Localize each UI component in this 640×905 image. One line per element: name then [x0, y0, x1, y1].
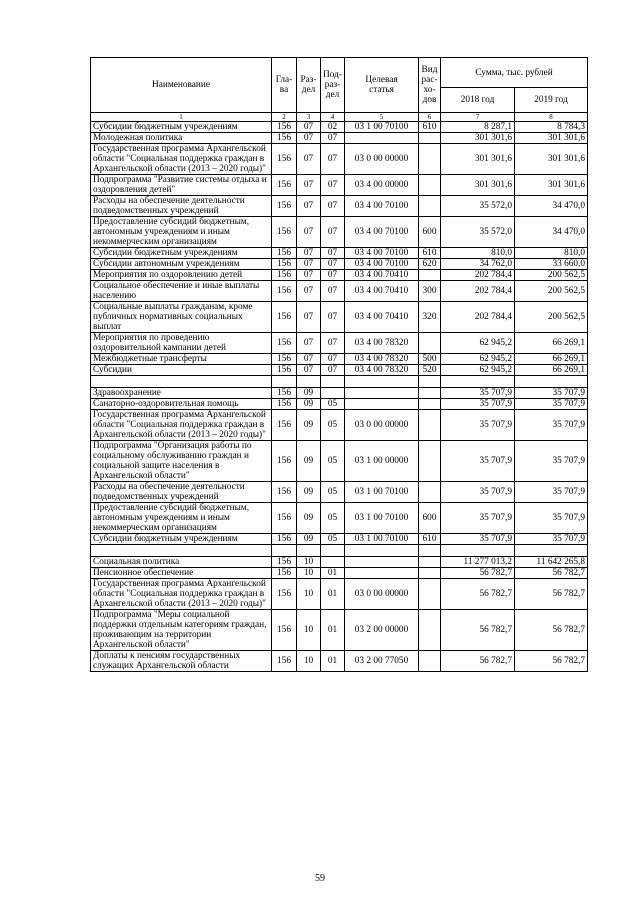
spacer-row — [91, 545, 588, 557]
row-2018-value-cell: 202 784,4 — [441, 270, 515, 281]
table-row — [91, 196, 588, 217]
row-podrazdel-cell: 07 — [321, 144, 345, 175]
row-podrazdel-cell: 07 — [321, 365, 345, 376]
table-row — [91, 388, 588, 399]
row-razdel-cell: 07 — [297, 175, 321, 196]
row-2018-value-cell: 301 301,6 — [441, 144, 515, 175]
row-2018-value-cell: 62 945,2 — [441, 365, 515, 376]
row-target-cell: 03 2 00 77050 — [345, 651, 419, 672]
row-podrazdel-cell: 01 — [321, 568, 345, 579]
row-podrazdel-cell: 02 — [321, 122, 345, 133]
row-razdel-cell: 10 — [297, 651, 321, 672]
row-glava-cell: 156 — [272, 281, 297, 302]
table-header — [91, 58, 588, 122]
row-2019-value-cell: 810,0 — [515, 248, 588, 259]
row-2019-value-cell: 35 707,9 — [515, 503, 588, 534]
table-row — [91, 175, 588, 196]
row-razdel-cell: 07 — [297, 302, 321, 333]
row-target-cell: 03 1 00 70100 — [345, 122, 419, 133]
row-2019-value-cell: 200 562,5 — [515, 270, 588, 281]
row-razdel-cell: 07 — [297, 133, 321, 144]
row-2019-value-cell: 301 301,6 — [515, 175, 588, 196]
row-podrazdel-cell: 07 — [321, 248, 345, 259]
row-glava-cell: 156 — [272, 482, 297, 503]
row-name-cell: Подпрограмма "Меры социальной поддержки отдельным категориям граждан, проживающим на территории Архангельской области" — [91, 610, 272, 651]
row-vid-cell: 610 — [419, 248, 441, 259]
row-razdel-cell: 07 — [297, 248, 321, 259]
row-vid-cell — [419, 651, 441, 672]
row-vid-cell: 520 — [419, 365, 441, 376]
row-glava-cell: 156 — [272, 568, 297, 579]
column-number: 1 — [91, 113, 272, 122]
row-glava-cell: 156 — [272, 441, 297, 482]
row-2019-value-cell: 66 269,1 — [515, 365, 588, 376]
row-razdel-cell: 07 — [297, 144, 321, 175]
row-2018-value-cell: 202 784,4 — [441, 302, 515, 333]
header-year-2018: 2018 год — [441, 88, 515, 113]
row-razdel-cell: 09 — [297, 410, 321, 441]
row-podrazdel-cell: 07 — [321, 333, 345, 354]
row-target-cell: 03 4 00 70100 — [345, 217, 419, 248]
row-glava-cell: 156 — [272, 534, 297, 545]
row-glava-cell: 156 — [272, 651, 297, 672]
row-podrazdel-cell: 07 — [321, 175, 345, 196]
row-2019-value-cell: 34 470,0 — [515, 217, 588, 248]
row-2018-value-cell: 35 572,0 — [441, 196, 515, 217]
empty-cell — [515, 376, 588, 388]
empty-cell — [297, 545, 321, 557]
table-row — [91, 281, 588, 302]
row-target-cell: 03 4 00 78320 — [345, 354, 419, 365]
row-vid-cell: 320 — [419, 302, 441, 333]
table-row — [91, 651, 588, 672]
row-vid-cell — [419, 482, 441, 503]
row-glava-cell: 156 — [272, 259, 297, 270]
column-number: 7 — [441, 113, 515, 122]
row-podrazdel-cell: 07 — [321, 354, 345, 365]
row-2019-value-cell: 56 782,7 — [515, 610, 588, 651]
row-glava-cell: 156 — [272, 333, 297, 354]
row-2019-value-cell: 35 707,9 — [515, 534, 588, 545]
row-name-cell: Социальная политика — [91, 557, 272, 568]
row-glava-cell: 156 — [272, 302, 297, 333]
row-razdel-cell: 10 — [297, 610, 321, 651]
row-vid-cell: 500 — [419, 354, 441, 365]
row-podrazdel-cell: 07 — [321, 217, 345, 248]
table-row — [91, 333, 588, 354]
row-glava-cell: 156 — [272, 122, 297, 133]
row-name-cell: Государственная программа Архангельской области "Социальная поддержка граждан в Архангельской области (2013 – 2020 годы)" — [91, 410, 272, 441]
table-row — [91, 441, 588, 482]
row-name-cell: Субсидии автономным учреждениям — [91, 259, 272, 270]
row-target-cell: 03 4 00 70100 — [345, 259, 419, 270]
row-podrazdel-cell: 01 — [321, 651, 345, 672]
row-razdel-cell: 07 — [297, 333, 321, 354]
row-target-cell: 03 4 00 70100 — [345, 248, 419, 259]
row-2019-value-cell: 66 269,1 — [515, 354, 588, 365]
row-target-cell: 03 1 00 70100 — [345, 503, 419, 534]
row-razdel-cell: 07 — [297, 354, 321, 365]
row-podrazdel-cell: 07 — [321, 259, 345, 270]
row-vid-cell: 610 — [419, 122, 441, 133]
column-number: 6 — [419, 113, 441, 122]
table-row — [91, 302, 588, 333]
row-target-cell: 03 4 00 70410 — [345, 270, 419, 281]
row-vid-cell: 610 — [419, 534, 441, 545]
row-target-cell: 03 0 00 00000 — [345, 579, 419, 610]
row-podrazdel-cell: 05 — [321, 503, 345, 534]
row-2018-value-cell: 35 572,0 — [441, 217, 515, 248]
row-vid-cell — [419, 133, 441, 144]
row-razdel-cell: 09 — [297, 441, 321, 482]
row-target-cell — [345, 399, 419, 410]
row-2018-value-cell: 56 782,7 — [441, 579, 515, 610]
row-glava-cell: 156 — [272, 579, 297, 610]
column-number: 4 — [321, 113, 345, 122]
row-razdel-cell: 07 — [297, 217, 321, 248]
row-2019-value-cell: 200 562,5 — [515, 302, 588, 333]
header-glava: Гла- ва — [272, 58, 297, 113]
row-2019-value-cell: 66 269,1 — [515, 333, 588, 354]
row-podrazdel-cell — [321, 388, 345, 399]
row-2019-value-cell: 35 707,9 — [515, 388, 588, 399]
table-row — [91, 610, 588, 651]
table-row — [91, 534, 588, 545]
row-vid-cell — [419, 610, 441, 651]
row-target-cell: 03 2 00 00000 — [345, 610, 419, 651]
page-number: 59 — [315, 873, 325, 884]
row-razdel-cell: 09 — [297, 503, 321, 534]
row-target-cell: 03 4 00 78320 — [345, 333, 419, 354]
row-name-cell: Подпрограмма "Развитие системы отдыха и оздоровления детей" — [91, 175, 272, 196]
table-row — [91, 399, 588, 410]
row-glava-cell: 156 — [272, 410, 297, 441]
row-name-cell: Социальные выплаты гражданам, кроме публичных нормативных социальных выплат — [91, 302, 272, 333]
row-target-cell: 03 4 00 70100 — [345, 196, 419, 217]
row-target-cell — [345, 133, 419, 144]
row-razdel-cell: 10 — [297, 568, 321, 579]
row-name-cell: Подпрограмма "Организация работы по социальному обслуживанию граждан и социальной защите населения в Архангельской области" — [91, 441, 272, 482]
row-target-cell — [345, 568, 419, 579]
row-glava-cell: 156 — [272, 388, 297, 399]
row-vid-cell — [419, 196, 441, 217]
row-razdel-cell: 07 — [297, 122, 321, 133]
table-row — [91, 503, 588, 534]
table-body — [91, 122, 588, 672]
row-glava-cell: 156 — [272, 503, 297, 534]
row-vid-cell — [419, 175, 441, 196]
row-vid-cell — [419, 144, 441, 175]
row-name-cell: Субсидии — [91, 365, 272, 376]
row-target-cell: 03 4 00 00000 — [345, 175, 419, 196]
row-2018-value-cell: 35 707,9 — [441, 399, 515, 410]
row-name-cell: Расходы на обеспечение деятельности подведомственных учреждений — [91, 196, 272, 217]
row-2019-value-cell: 11 642 265,8 — [515, 557, 588, 568]
row-podrazdel-cell: 05 — [321, 399, 345, 410]
table-row — [91, 579, 588, 610]
row-2018-value-cell: 810,0 — [441, 248, 515, 259]
row-podrazdel-cell: 07 — [321, 270, 345, 281]
row-target-cell: 03 1 00 70100 — [345, 534, 419, 545]
row-vid-cell: 600 — [419, 503, 441, 534]
column-number: 2 — [272, 113, 297, 122]
column-number: 5 — [345, 113, 419, 122]
row-razdel-cell: 07 — [297, 259, 321, 270]
row-razdel-cell: 09 — [297, 482, 321, 503]
empty-cell — [419, 545, 441, 557]
row-podrazdel-cell: 05 — [321, 482, 345, 503]
empty-cell — [419, 376, 441, 388]
row-target-cell: 03 0 00 00000 — [345, 144, 419, 175]
row-name-cell: Социальное обеспечение и иные выплаты населению — [91, 281, 272, 302]
column-number: 3 — [297, 113, 321, 122]
empty-cell — [91, 545, 272, 557]
row-target-cell: 03 4 00 70410 — [345, 302, 419, 333]
row-razdel-cell: 09 — [297, 388, 321, 399]
row-name-cell: Государственная программа Архангельской области "Социальная поддержка граждан в Архангельской области (2013 – 2020 годы)" — [91, 144, 272, 175]
row-name-cell: Межбюджетные трансферты — [91, 354, 272, 365]
row-podrazdel-cell: 07 — [321, 196, 345, 217]
row-podrazdel-cell: 01 — [321, 579, 345, 610]
row-name-cell: Предоставление субсидий бюджетным, автономным учреждениям и иным некоммерческим организациям — [91, 217, 272, 248]
budget-table — [90, 57, 588, 672]
row-2019-value-cell: 35 707,9 — [515, 399, 588, 410]
table-row — [91, 259, 588, 270]
column-numbers-row — [91, 113, 588, 122]
row-vid-cell — [419, 568, 441, 579]
row-name-cell: Молодежная политика — [91, 133, 272, 144]
row-name-cell: Субсидии бюджетным учреждениям — [91, 122, 272, 133]
row-vid-cell — [419, 270, 441, 281]
row-2018-value-cell: 34 762,0 — [441, 259, 515, 270]
column-number: 8 — [515, 113, 588, 122]
row-glava-cell: 156 — [272, 399, 297, 410]
row-razdel-cell: 10 — [297, 579, 321, 610]
table-row — [91, 133, 588, 144]
row-glava-cell: 156 — [272, 365, 297, 376]
row-2019-value-cell: 301 301,6 — [515, 133, 588, 144]
row-glava-cell: 156 — [272, 354, 297, 365]
row-target-cell: 03 1 00 70100 — [345, 482, 419, 503]
row-2019-value-cell: 56 782,7 — [515, 579, 588, 610]
row-2019-value-cell: 35 707,9 — [515, 441, 588, 482]
row-podrazdel-cell: 07 — [321, 133, 345, 144]
empty-cell — [515, 545, 588, 557]
row-podrazdel-cell: 01 — [321, 610, 345, 651]
row-vid-cell — [419, 333, 441, 354]
empty-cell — [321, 545, 345, 557]
row-target-cell — [345, 557, 419, 568]
empty-cell — [345, 545, 419, 557]
row-glava-cell: 156 — [272, 196, 297, 217]
row-target-cell: 03 0 00 00000 — [345, 410, 419, 441]
row-2018-value-cell: 35 707,9 — [441, 410, 515, 441]
row-2018-value-cell: 35 707,9 — [441, 388, 515, 399]
row-name-cell: Пенсионное обеспечение — [91, 568, 272, 579]
row-vid-cell: 300 — [419, 281, 441, 302]
row-2018-value-cell: 11 277 013,2 — [441, 557, 515, 568]
row-glava-cell: 156 — [272, 133, 297, 144]
row-podrazdel-cell: 07 — [321, 302, 345, 333]
row-2018-value-cell: 62 945,2 — [441, 333, 515, 354]
row-name-cell: Расходы на обеспечение деятельности подведомственных учреждений — [91, 482, 272, 503]
row-podrazdel-cell: 05 — [321, 410, 345, 441]
row-razdel-cell: 09 — [297, 534, 321, 545]
table-row — [91, 217, 588, 248]
row-target-cell: 03 4 00 78320 — [345, 365, 419, 376]
row-target-cell: 03 4 00 70410 — [345, 281, 419, 302]
row-2018-value-cell: 56 782,7 — [441, 610, 515, 651]
spacer-row — [91, 376, 588, 388]
table-row — [91, 410, 588, 441]
row-name-cell: Государственная программа Архангельской области "Социальная поддержка граждан в Архангельской области (2013 – 2020 годы)" — [91, 579, 272, 610]
row-vid-cell: 600 — [419, 217, 441, 248]
row-glava-cell: 156 — [272, 557, 297, 568]
row-2019-value-cell: 200 562,5 — [515, 281, 588, 302]
table-row — [91, 482, 588, 503]
row-2018-value-cell: 35 707,9 — [441, 534, 515, 545]
row-2018-value-cell: 35 707,9 — [441, 441, 515, 482]
row-podrazdel-cell: 05 — [321, 441, 345, 482]
row-vid-cell — [419, 410, 441, 441]
row-2018-value-cell: 8 287,1 — [441, 122, 515, 133]
row-2019-value-cell: 35 707,9 — [515, 410, 588, 441]
row-glava-cell: 156 — [272, 175, 297, 196]
table-row — [91, 122, 588, 133]
row-2018-value-cell: 301 301,6 — [441, 133, 515, 144]
table-row — [91, 144, 588, 175]
row-name-cell: Мероприятия по проведению оздоровительной кампании детей — [91, 333, 272, 354]
empty-cell — [345, 376, 419, 388]
header-target: Целевая статья — [345, 58, 419, 113]
table-row — [91, 354, 588, 365]
row-2019-value-cell: 56 782,7 — [515, 568, 588, 579]
empty-cell — [272, 376, 297, 388]
row-name-cell: Предоставление субсидий бюджетным, автономным учреждениям и иным некоммерческим организациям — [91, 503, 272, 534]
table-row — [91, 270, 588, 281]
row-2018-value-cell: 301 301,6 — [441, 175, 515, 196]
empty-cell — [272, 545, 297, 557]
row-name-cell: Субсидии бюджетным учреждениям — [91, 248, 272, 259]
header-name: Наименование — [91, 58, 272, 113]
row-razdel-cell: 07 — [297, 196, 321, 217]
empty-cell — [441, 376, 515, 388]
row-podrazdel-cell — [321, 557, 345, 568]
row-podrazdel-cell: 07 — [321, 281, 345, 302]
row-vid-cell — [419, 557, 441, 568]
row-2019-value-cell: 8 784,3 — [515, 122, 588, 133]
header-year-2019: 2019 год — [515, 88, 588, 113]
row-razdel-cell: 10 — [297, 557, 321, 568]
table-row — [91, 568, 588, 579]
table-row — [91, 248, 588, 259]
row-razdel-cell: 07 — [297, 365, 321, 376]
row-razdel-cell: 09 — [297, 399, 321, 410]
empty-cell — [441, 545, 515, 557]
empty-cell — [297, 376, 321, 388]
row-target-cell — [345, 388, 419, 399]
row-2018-value-cell: 56 782,7 — [441, 568, 515, 579]
row-2018-value-cell: 56 782,7 — [441, 651, 515, 672]
row-2019-value-cell: 56 782,7 — [515, 651, 588, 672]
row-2018-value-cell: 62 945,2 — [441, 354, 515, 365]
row-2019-value-cell: 34 470,0 — [515, 196, 588, 217]
row-vid-cell: 620 — [419, 259, 441, 270]
table-row — [91, 557, 588, 568]
row-2018-value-cell: 202 784,4 — [441, 281, 515, 302]
row-razdel-cell: 07 — [297, 281, 321, 302]
row-target-cell: 03 1 00 00000 — [345, 441, 419, 482]
row-podrazdel-cell: 05 — [321, 534, 345, 545]
row-glava-cell: 156 — [272, 217, 297, 248]
row-2018-value-cell: 35 707,9 — [441, 482, 515, 503]
row-glava-cell: 156 — [272, 248, 297, 259]
header-razdel: Раз- дел — [297, 58, 321, 113]
row-2018-value-cell: 35 707,9 — [441, 503, 515, 534]
row-name-cell: Доплаты к пенсиям государственных служащих Архангельской области — [91, 651, 272, 672]
header-sum: Сумма, тыс. рублей — [441, 58, 588, 88]
row-vid-cell — [419, 579, 441, 610]
row-name-cell: Мероприятия по оздоровлению детей — [91, 270, 272, 281]
row-vid-cell — [419, 441, 441, 482]
row-glava-cell: 156 — [272, 610, 297, 651]
header-podrazdel: Под- раз- дел — [321, 58, 345, 113]
row-name-cell: Санаторно-оздоровительная помощь — [91, 399, 272, 410]
row-glava-cell: 156 — [272, 144, 297, 175]
row-name-cell: Субсидии бюджетным учреждениям — [91, 534, 272, 545]
row-vid-cell — [419, 399, 441, 410]
empty-cell — [321, 376, 345, 388]
row-razdel-cell: 07 — [297, 270, 321, 281]
budget-page — [90, 57, 587, 672]
row-2019-value-cell: 35 707,9 — [515, 482, 588, 503]
row-2019-value-cell: 301 301,6 — [515, 144, 588, 175]
row-vid-cell — [419, 388, 441, 399]
table-row — [91, 365, 588, 376]
header-vid: Вид рас- хо- дов — [419, 58, 441, 113]
row-2019-value-cell: 33 660,0 — [515, 259, 588, 270]
row-name-cell: Здравоохранение — [91, 388, 272, 399]
row-glava-cell: 156 — [272, 270, 297, 281]
empty-cell — [91, 376, 272, 388]
